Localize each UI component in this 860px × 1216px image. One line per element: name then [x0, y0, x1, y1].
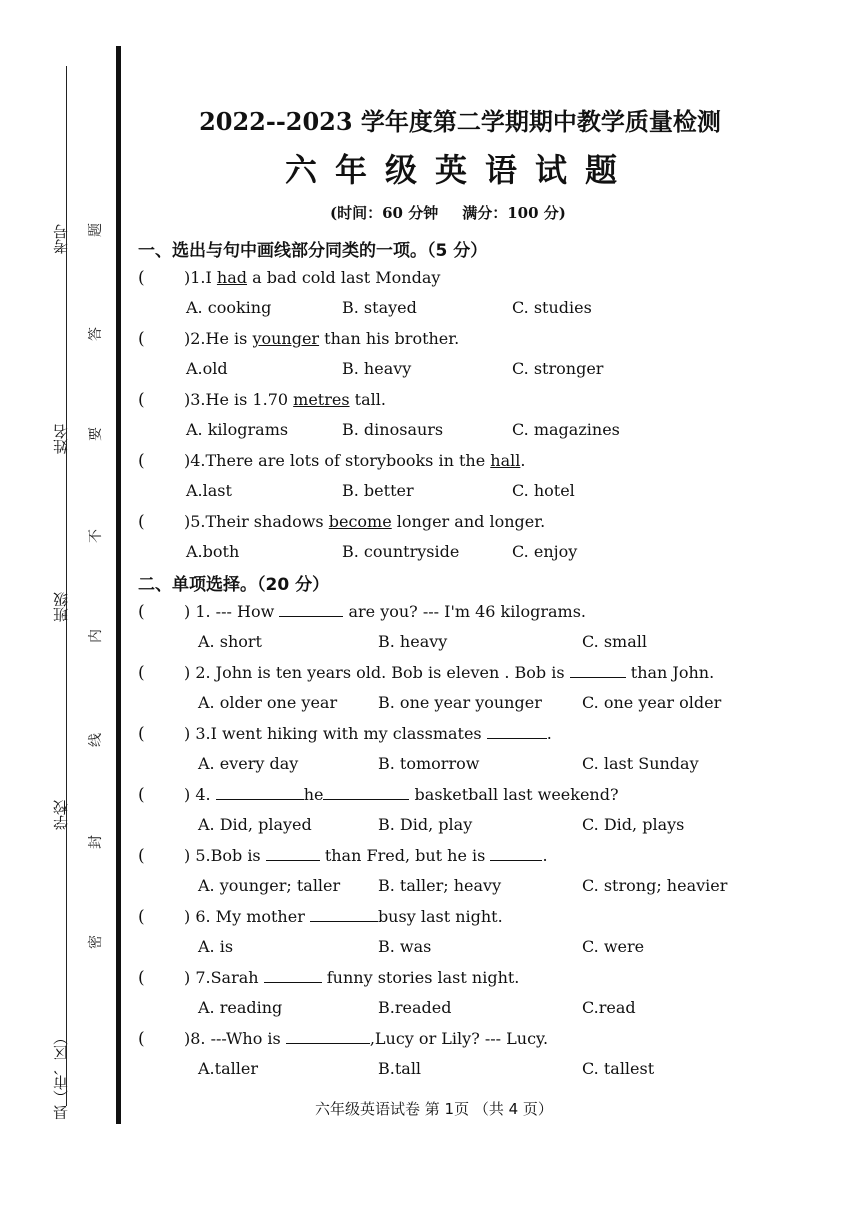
stem-text: ) 4.	[184, 785, 216, 804]
question-stem	[184, 602, 586, 621]
question-stem	[184, 1029, 548, 1048]
binding-line	[116, 46, 121, 1124]
stem-text: )2.He is	[184, 329, 253, 348]
option-b: B. taller; heavy	[378, 876, 502, 895]
option-c: C. enjoy	[512, 542, 578, 561]
underlined-word: younger	[252, 329, 320, 348]
answer-blank[interactable]	[310, 907, 378, 922]
option-b: B. stayed	[342, 298, 417, 317]
stem-text: busy last night.	[377, 907, 503, 926]
option-c: C. one year older	[582, 693, 722, 712]
underlined-word: hall	[490, 451, 521, 470]
question-stem	[184, 968, 519, 987]
exam-meta	[330, 202, 590, 223]
stem-text: a bad cold last Monday	[247, 268, 441, 287]
question-stem	[184, 329, 459, 348]
stem-text: than Fred, but he is	[319, 846, 491, 865]
question-stem	[184, 512, 545, 531]
exam-subtitle: 六年级英语试题	[284, 151, 635, 189]
stem-text: )5.Their shadows	[184, 512, 329, 531]
option-a: A.old	[186, 359, 228, 378]
answer-blank[interactable]	[323, 785, 409, 800]
option-a: A. is	[198, 937, 234, 956]
option-b: B. heavy	[378, 632, 448, 651]
option-b: B. tomorrow	[378, 754, 480, 773]
option-b: B. one year younger	[378, 693, 542, 712]
stem-text: ,Lucy or Lily? --- Lucy.	[369, 1029, 549, 1048]
stem-text: ) 6. My mother	[184, 907, 310, 926]
answer-blank[interactable]	[266, 846, 320, 861]
option-c: C.read	[582, 998, 636, 1017]
exam-time: (时间：60 分钟	[330, 204, 439, 222]
question-stem	[184, 663, 714, 682]
option-a: A. cooking	[186, 298, 272, 317]
option-b: B. better	[342, 481, 414, 500]
answer-paren[interactable]: (	[138, 268, 145, 288]
stem-text: are you? --- I'm 46 kilograms.	[343, 602, 587, 621]
underlined-word: had	[216, 268, 248, 287]
answer-blank[interactable]	[487, 724, 547, 739]
stem-text: .	[520, 451, 526, 470]
stem-text: )4.There are lots of storybooks in the	[184, 451, 491, 470]
answer-blank[interactable]	[216, 785, 304, 800]
school-label: 学校	[52, 800, 70, 830]
stem-text: ) 5.Bob is	[184, 846, 266, 865]
option-c: C. were	[582, 937, 645, 956]
option-b: B.tall	[378, 1059, 422, 1078]
answer-blank[interactable]	[286, 1029, 370, 1044]
stem-text: )1.I	[184, 268, 217, 287]
option-a: A. younger; taller	[198, 876, 341, 895]
answer-paren[interactable]: (	[138, 907, 145, 927]
answer-paren[interactable]: (	[138, 663, 145, 683]
seal-char: 线	[88, 733, 104, 747]
option-c: C. studies	[512, 298, 592, 317]
question-stem	[184, 268, 440, 287]
answer-paren[interactable]: (	[138, 451, 145, 471]
stem-text: ) 1. --- How	[184, 602, 280, 621]
option-c: C. last Sunday	[582, 754, 699, 773]
option-c: C. tallest	[582, 1059, 655, 1078]
seal-char: 题	[88, 223, 104, 237]
stem-text: he	[303, 785, 324, 804]
option-c: C. small	[582, 632, 647, 651]
option-a: A.last	[186, 481, 232, 500]
stem-text: ) 3.I went hiking with my classmates	[184, 724, 487, 743]
option-b: B.readed	[378, 998, 452, 1017]
answer-paren[interactable]: (	[138, 846, 145, 866]
underlined-word: become	[328, 512, 392, 531]
name-label: 姓名	[52, 424, 70, 454]
seal-char: 答	[88, 327, 104, 341]
option-b: B. was	[378, 937, 432, 956]
answer-paren[interactable]: (	[138, 512, 145, 532]
exam-number-label: 考号	[52, 224, 70, 254]
stem-text: .	[546, 724, 552, 743]
question-stem	[184, 724, 552, 743]
seal-char: 封	[88, 835, 104, 849]
stem-text: tall.	[349, 390, 386, 409]
option-b: B. heavy	[342, 359, 412, 378]
option-a: A.taller	[198, 1059, 258, 1078]
answer-paren[interactable]: (	[138, 968, 145, 988]
option-c: C. stronger	[512, 359, 604, 378]
option-a: A. Did, played	[198, 815, 312, 834]
section2-heading: 二、单项选择。（20 分）	[138, 575, 330, 595]
answer-paren[interactable]: (	[138, 329, 145, 349]
question-stem	[184, 451, 525, 470]
option-b: B. Did, play	[378, 815, 473, 834]
underlined-word: metres	[293, 390, 350, 409]
stem-text: )8. ---Who is	[184, 1029, 286, 1048]
class-label: 班级	[52, 592, 70, 622]
option-a: A. older one year	[198, 693, 338, 712]
option-a: A. kilograms	[186, 420, 289, 439]
seal-char: 内	[88, 629, 104, 643]
stem-text: basketball last weekend?	[409, 785, 619, 804]
county-label: 县（市、区）	[52, 1030, 70, 1120]
stem-text: )3.He is 1.70	[184, 390, 294, 409]
option-a: A. short	[198, 632, 262, 651]
answer-blank[interactable]	[570, 663, 626, 678]
option-c: C. hotel	[512, 481, 575, 500]
option-a: A. reading	[198, 998, 283, 1017]
answer-blank[interactable]	[279, 602, 343, 617]
question-stem	[184, 846, 548, 865]
page-footer: 六年级英语试卷 第 1页 （共 4 页）	[315, 1100, 553, 1118]
stem-text: funny stories last night.	[321, 968, 520, 987]
option-a: A. every day	[198, 754, 299, 773]
option-c: C. magazines	[512, 420, 620, 439]
stem-text: than his brother.	[319, 329, 460, 348]
section1-heading: 一、选出与句中画线部分同类的一项。（5 分）	[138, 241, 488, 261]
answer-blank[interactable]	[264, 968, 322, 983]
stem-text: ) 7.Sarah	[184, 968, 264, 987]
question-stem	[184, 907, 503, 926]
answer-paren[interactable]: (	[138, 390, 145, 410]
exam-title: 2022--2023 学年度第二学期期中教学质量检测	[199, 107, 721, 136]
exam-score: 满分：100 分)	[462, 204, 566, 222]
stem-text: than John.	[625, 663, 715, 682]
answer-paren[interactable]: (	[138, 785, 145, 805]
stem-text: .	[542, 846, 548, 865]
answer-paren[interactable]: (	[138, 724, 145, 744]
option-c: C. Did, plays	[582, 815, 685, 834]
option-b: B. countryside	[342, 542, 460, 561]
answer-paren[interactable]: (	[138, 602, 145, 622]
answer-paren[interactable]: (	[138, 1029, 145, 1049]
stem-text: longer and longer.	[391, 512, 546, 531]
question-stem	[184, 785, 619, 804]
side-rule	[66, 66, 67, 1106]
option-a: A.both	[186, 542, 240, 561]
stem-text: ) 2. John is ten years old. Bob is eleven . Bob is	[184, 663, 570, 682]
seal-char: 密	[88, 935, 104, 949]
question-stem	[184, 390, 386, 409]
option-b: B. dinosaurs	[342, 420, 444, 439]
option-c: C. strong; heavier	[582, 876, 728, 895]
seal-char: 不	[88, 529, 104, 543]
answer-blank[interactable]	[490, 846, 542, 861]
seal-char: 要	[88, 427, 104, 441]
